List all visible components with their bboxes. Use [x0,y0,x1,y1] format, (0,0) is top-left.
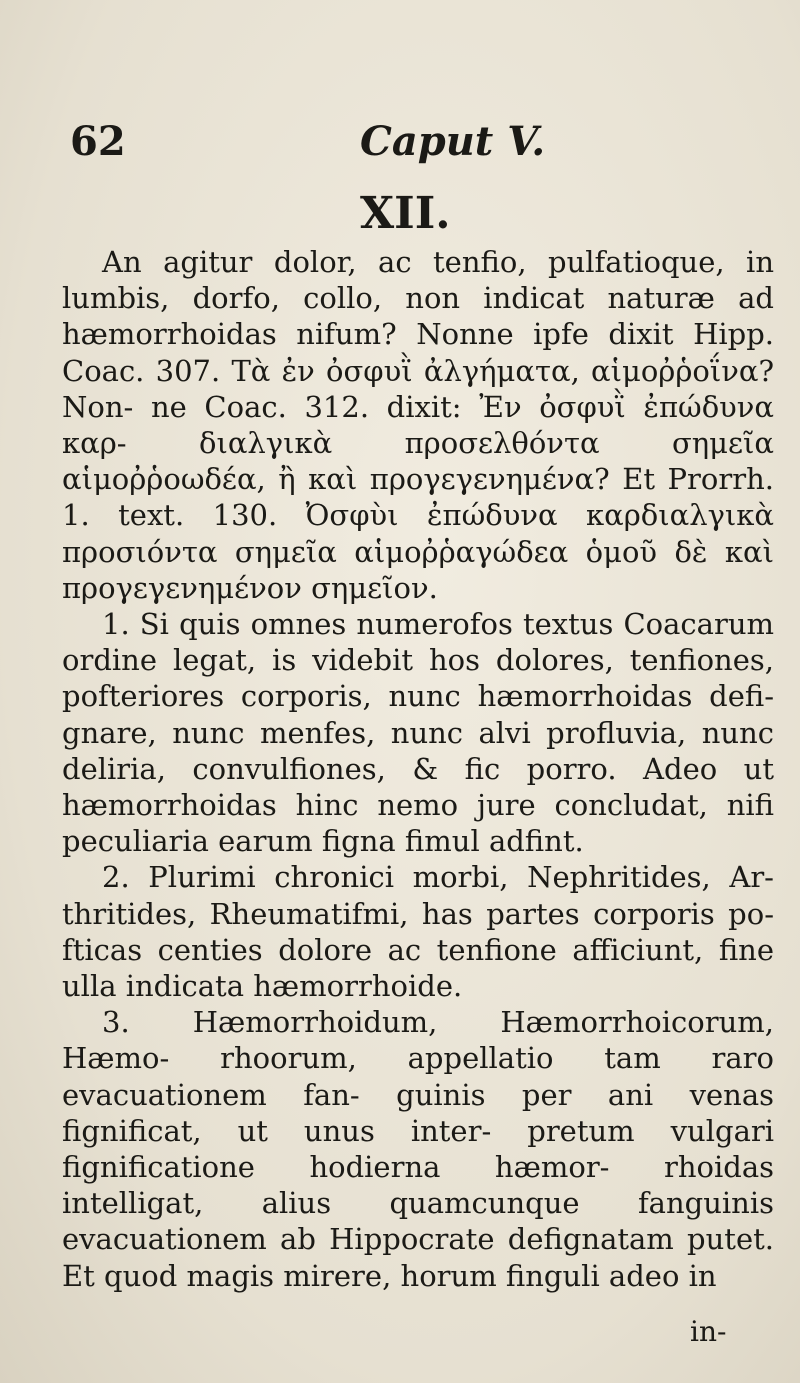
section-number: XII. [360,188,451,239]
paragraph-2: 2. Plurimi chronici morbi, Nephritides, Ar- thritides, Rheumatifmi, has partes corporis po- fticas centies dolore ac tenfione afficiunt, fine ulla indicata hæmorrhoide. [62,860,774,1004]
main-text [62,244,774,1294]
running-header [70,118,760,168]
running-title: Caput V. [360,118,546,165]
paragraph-3: 3. Hæmorrhoidum, Hæmorrhoicorum, Hæmo- rhoorum, appellatio tam raro evacuationem fan- guinis per ani venas fignificat, ut unus inter- pretum vulgari fignificatione hodierna hæmor- rhoidas intelligat, alius quamcunque fanguinis evacuationem ab Hippocrate defignatam putet. Et quod magis mirere, horum finguli adeo in [62,1005,774,1293]
paragraph-intro: An agitur dolor, ac tenfio, pulfatioque, in lumbis, dorfo, collo, non indicat naturæ ad hæmorrhoidas nifum? Nonne ipfe dixit Hipp. Coac. 307. Τὰ ἐν ὀσφυῒ ἀλγήματα, αἱμοῤῥοΐνα? Non- ne Coac. 312. dixit: Ἐν ὀσφυῒ ἐπώδυνα καρ- διαλγικὰ προσελθόντα σημεῖα αἱμοῤῥοωδέα, ἢ καὶ προγεγενημένα? Et Prorrh. 1. text. 130. Ὀσφὺι ἐπώδυνα καρδιαλγικὰ προσιόντα σημεῖα αἱμοῤῥαγώδεα ὁμοῦ δὲ καὶ προγεγενημένον σημεῖον. [62,245,774,605]
paragraph-1: 1. Si quis omnes numerofos textus Coacarum ordine legat, is videbit hos dolores, tenfiones, pofteriores corporis, nunc hæmorrhoidas defi- gnare, nunc menfes, nunc alvi profluvia, nunc deliria, convulfiones, & fic porro. Adeo ut hæmorrhoidas hinc nemo jure concludat, nifi peculiaria earum figna fimul adfint. [62,607,774,859]
catchword: in- [690,1315,727,1348]
page-number: 62 [70,118,126,165]
